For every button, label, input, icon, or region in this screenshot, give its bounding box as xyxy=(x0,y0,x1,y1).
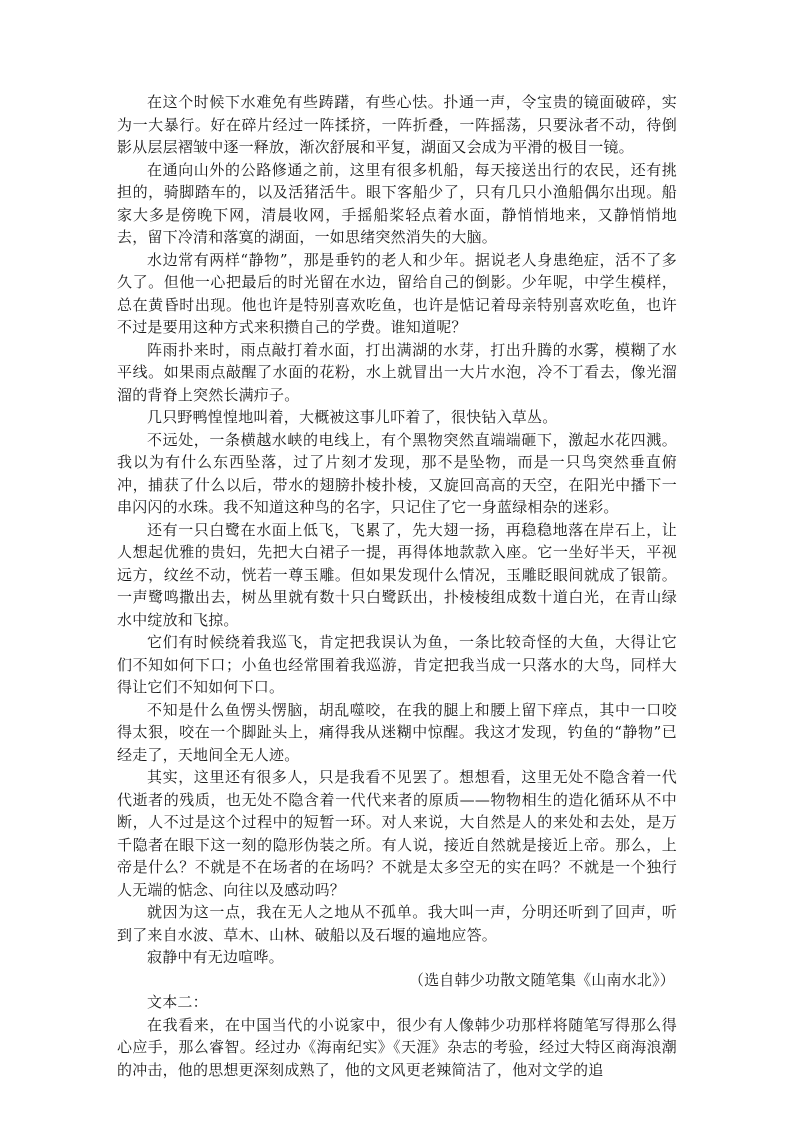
paragraph: 在我看来，在中国当代的小说家中，很少有人像韩少功那样将随笔写得那么得心应手，那么睿智。经过办《海南纪实》《天涯》杂志的考验，经过大特区商海浪潮的冲击，他的思想更深刻成熟了，他的文风更老辣简洁了，他对文学的追 xyxy=(117,1015,677,1079)
paragraph: 不远处，一条横越水峡的电线上，有个黑物突然直端端砸下，激起水花四溅。我以为有什么东西坠落，过了片刻才发现，那不是坠物，而是一只鸟突然垂直俯冲，捕获了什么以后，带水的翅膀扑棱扑棱，又旋回高高的天空，在阳光中播下一串闪闪的水珠。我不知道这种鸟的名字，只记住了它一身蓝绿相杂的迷彩。 xyxy=(117,430,677,516)
paragraph: 其实，这里还有很多人，只是我看不见罢了。想想看，这里无处不隐含着一代代逝者的残质，也无处不隐含着一代代来者的原质——物物相生的造化循环从不中断，人不过是这个过程中的短暂一环。对人来说，大自然是人的来处和去处，是万千隐者在眼下这一刻的隐形伪装之所。有人说，接近自然就是接近上帝。那么，上帝是什么？不就是不在场者的在场吗？不就是太多空无的实在吗？不就是一个独行人无端的惦念、向往以及感动吗？ xyxy=(117,768,677,899)
paragraph: 在通向山外的公路修通之前，这里有很多机船，每天接送出行的农民，还有挑担的，骑脚踏车的，以及活猪活牛。眼下客船少了，只有几只小渔船偶尔出现。船家大多是傍晚下网，清晨收网，手摇船桨轻点着水面，静悄悄地来，又静悄悄地去，留下冷清和落寞的湖面，一如思绪突然消失的大脑。 xyxy=(117,160,677,246)
paragraph: 水边常有两样“静物”，那是垂钓的老人和少年。据说老人身患绝症，活不了多久了。但他一心把最后的时光留在水边，留给自己的倒影。少年呢，中学生模样，总在黄昏时出现。他也许是特别喜欢吃鱼，也许是惦记着母亲特别喜欢吃鱼，也许不过是要用这种方式来积攒自己的学费。谁知道呢？ xyxy=(117,250,677,336)
paragraph: 几只野鸭惶惶地叫着，大概被这事儿吓着了，很快钻入草丛。 xyxy=(147,408,558,426)
section-label: 文本二： xyxy=(147,993,208,1011)
paragraph: 还有一只白鹭在水面上低飞，飞累了，先大翅一扬，再稳稳地落在岸石上，让人想起优雅的贵妇，先把大白裙子一提，再得体地款款入座。它一坐好半天，平视远方，纹丝不动，恍若一尊玉雕。但如果发现什么情况，玉雕眨眼间就成了银箭。一声鹭鸣撒出去，树丛里就有数十只白鹭跃出，扑棱棱组成数十道白光，在青山绿水中绽放和飞掠。 xyxy=(117,520,677,629)
paragraph: 就因为这一点，我在无人之地从不孤单。我大叫一声，分明还听到了回声，听到了来自水波、草木、山林、破船以及石堰的遍地应答。 xyxy=(117,903,677,944)
document-body xyxy=(117,91,677,1081)
paragraph: 不知是什么鱼愣头愣脑，胡乱噬咬，在我的腿上和腰上留下痒点，其中一口咬得太狠，咬在一个脚趾头上，痛得我从迷糊中惊醒。我这才发现，钓鱼的“静物”已经走了，天地间全无人迹。 xyxy=(117,700,677,764)
paragraph: 它们有时候绕着我巡飞，肯定把我误认为鱼，一条比较奇怪的大鱼，大得让它们不知如何下口；小鱼也经常围着我巡游，肯定把我当成一只落水的大鸟，同样大得让它们不知如何下口。 xyxy=(117,633,677,696)
paragraph: 阵雨扑来时，雨点敲打着水面，打出满湖的水芽，打出升腾的水雾，模糊了水平线。如果雨点敲醒了水面的花粉，水上就冒出一大片水泡，冷不丁看去，像光溜溜的背脊上突然长满疖子。 xyxy=(117,340,677,404)
paragraph: 在这个时候下水难免有些踌躇，有些心怯。扑通一声，令宝贵的镜面破碎，实为一大暴行。好在碎片经过一阵揉挤，一阵折叠，一阵摇荡，只要泳者不动，待倒影从层层褶皱中逐一释放，渐次舒展和平复，湖面又会成为平滑的极目一镜。 xyxy=(117,93,677,156)
source-attribution: （选自韩少功散文随笔集《山南水北》） xyxy=(408,970,675,989)
paragraph: 寂静中有无边喧哗。 xyxy=(147,948,284,966)
